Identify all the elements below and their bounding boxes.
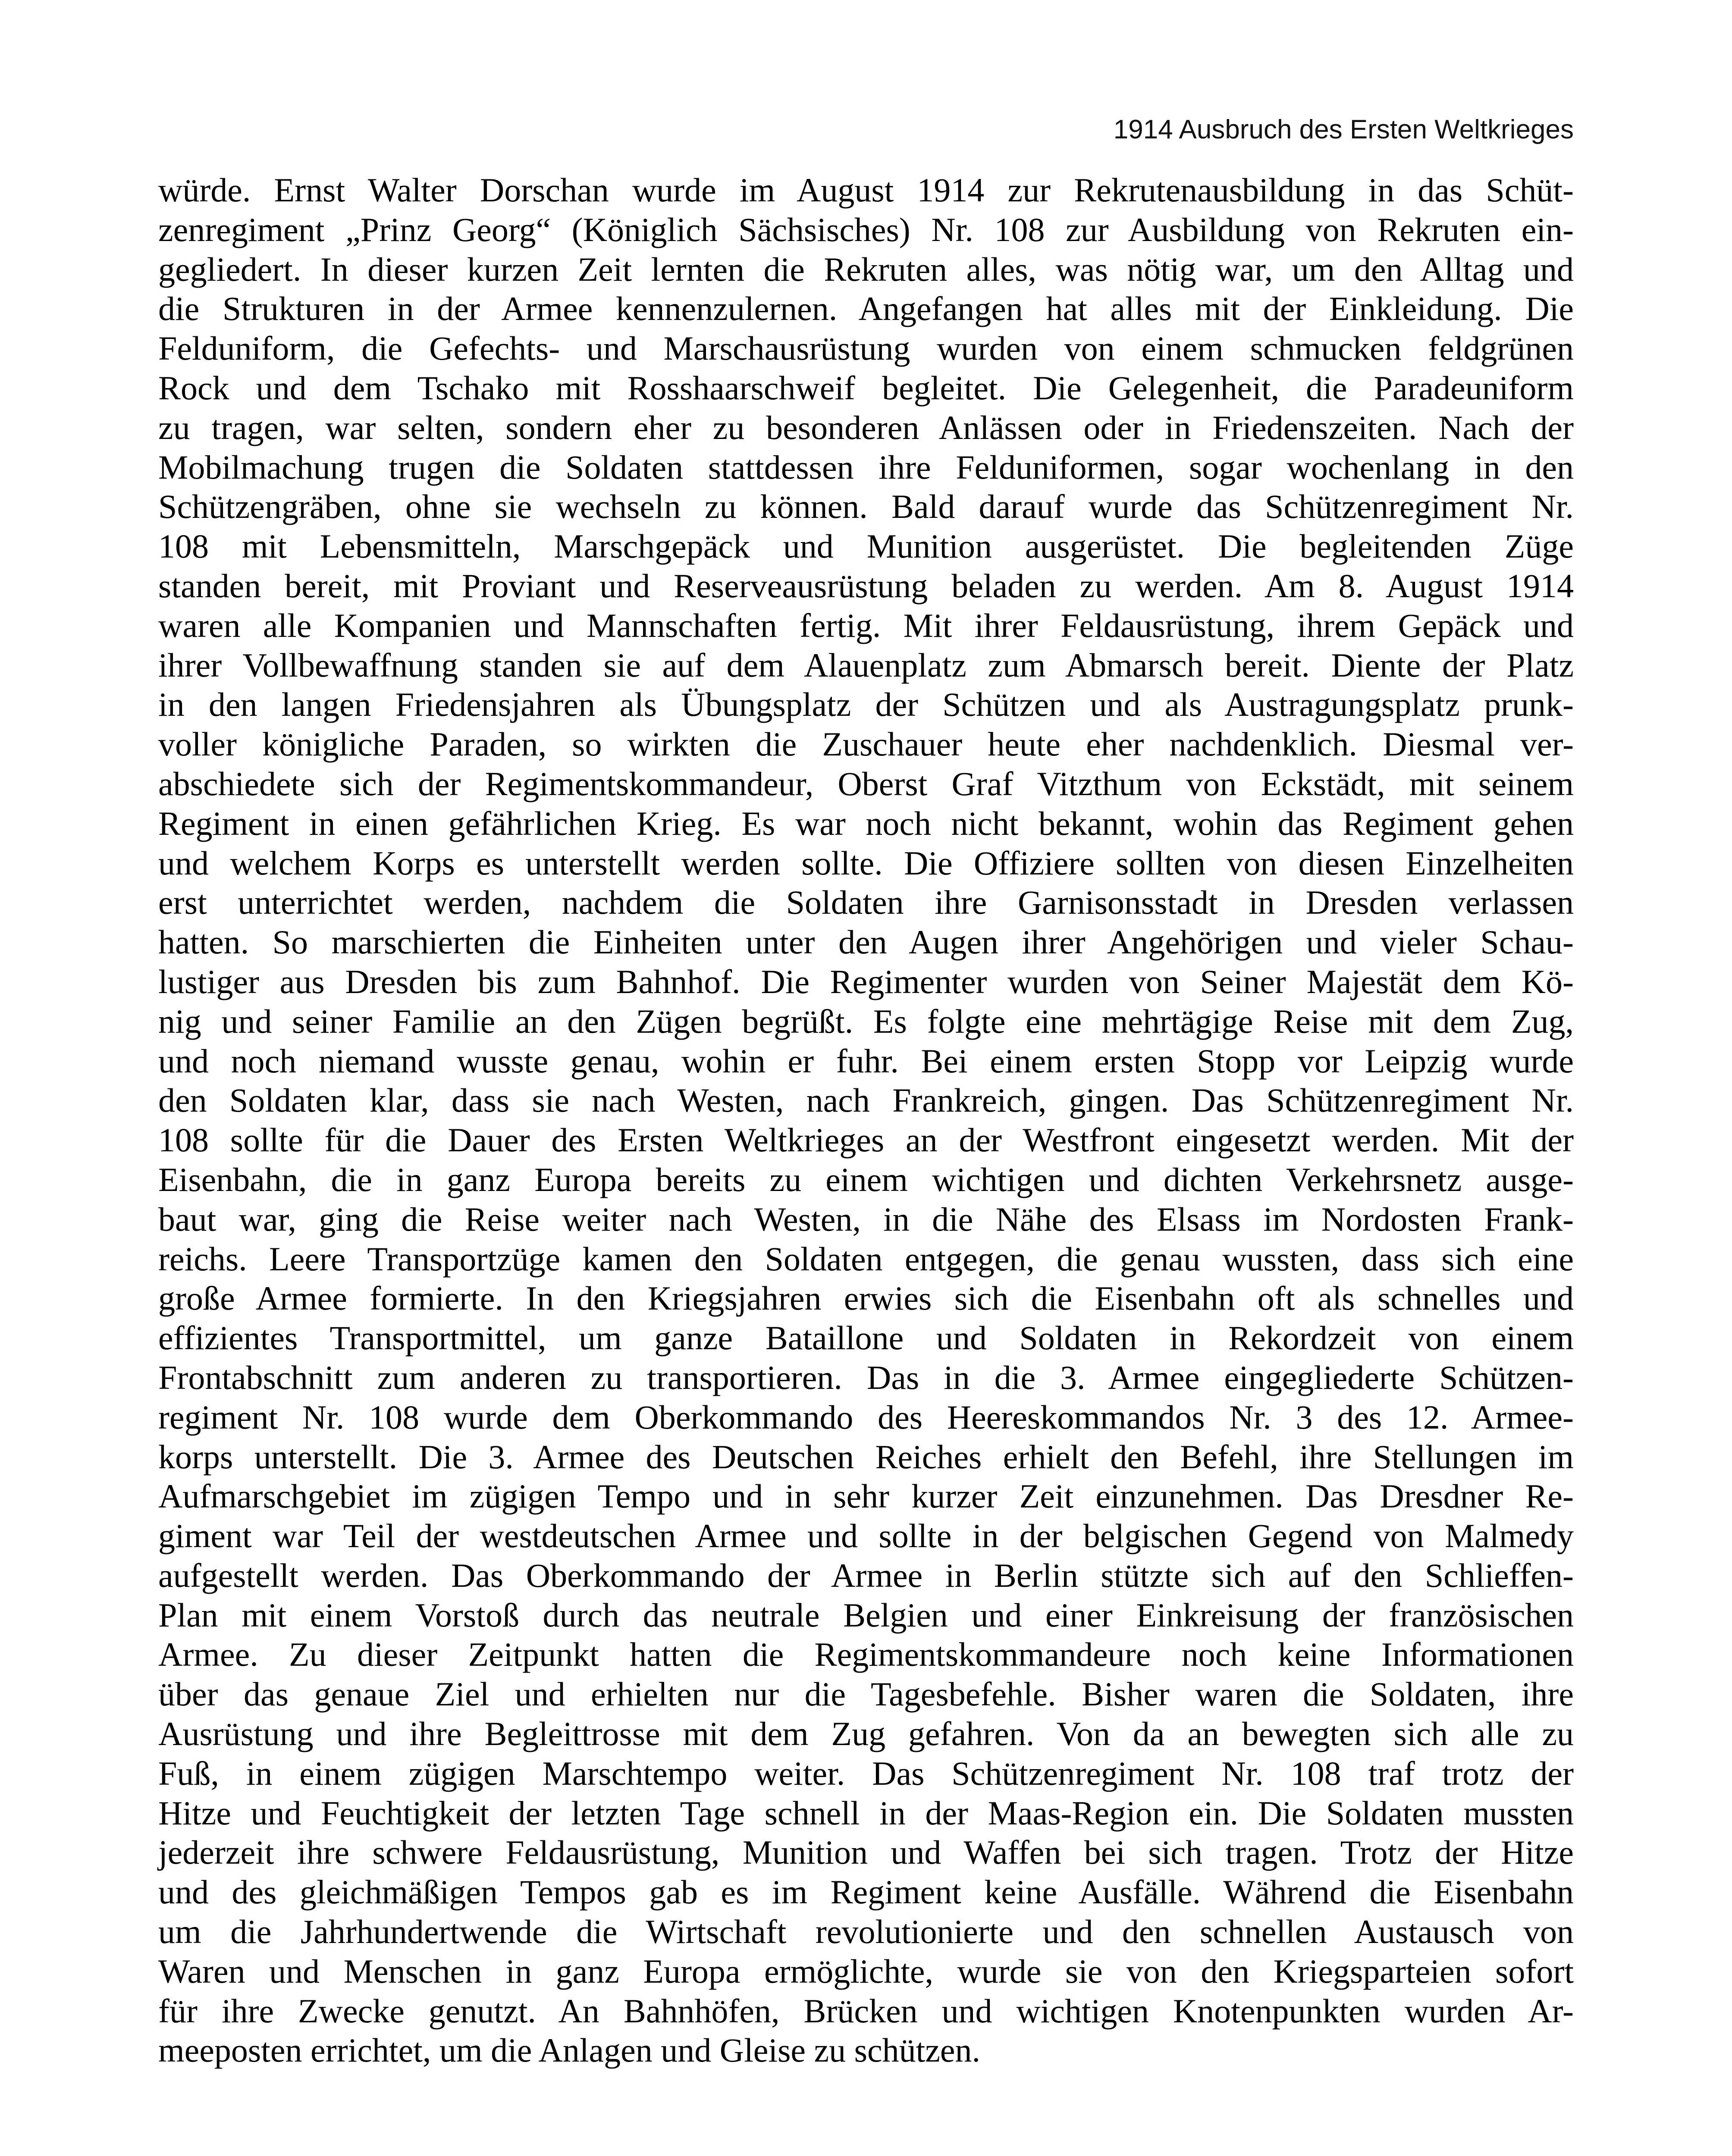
text-line: baut war, ging die Reise weiter nach Westen, in die Nähe des Elsass im Nordosten Frank- [158,1200,1574,1238]
text-line: ihrer Vollbewaffnung standen sie auf dem Alauenplatz zum Abmarsch bereit. Diente der Platz [158,646,1574,684]
text-line: die Strukturen in der Armee kennenzulernen. Angefangen hat alles mit der Einkleidung. Die [158,290,1574,328]
text-line: über das genaue Ziel und erhielten nur die Tagesbefehle. Bisher waren die Soldaten, ihre [158,1675,1574,1713]
text-line: Regiment in einen gefährlichen Krieg. Es war noch nicht bekannt, wohin das Regiment gehen [158,804,1574,842]
text-line: und welchem Korps es unterstellt werden sollte. Die Offiziere sollten von diesen Einzelheiten [158,844,1574,882]
text-line: Schützengräben, ohne sie wechseln zu können. Bald darauf wurde das Schützenregiment Nr. [158,488,1574,526]
text-line: korps unterstellt. Die 3. Armee des Deutschen Reiches erhielt den Befehl, ihre Stellungen im [158,1438,1574,1476]
text-line: für ihre Zwecke genutzt. An Bahnhöfen, Brücken und wichtigen Knotenpunkten wurden Ar- [158,1992,1574,2030]
text-line: Ausrüstung und ihre Begleittrosse mit dem Zug gefahren. Von da an bewegten sich alle zu [158,1715,1574,1753]
text-line: den Soldaten klar, dass sie nach Westen, nach Frankreich, gingen. Das Schützenregiment Nr. [158,1081,1574,1119]
text-line: nig und seiner Familie an den Zügen begrüßt. Es folgte eine mehrtägige Reise mit dem Zug, [158,1002,1574,1040]
text-line: Waren und Menschen in ganz Europa ermöglichte, wurde sie von den Kriegsparteien sofort [158,1952,1574,1990]
text-line: waren alle Kompanien und Mannschaften fertig. Mit ihrer Feldausrüstung, ihrem Gepäck und [158,606,1574,644]
text-line: Plan mit einem Vorstoß durch das neutrale Belgien und einer Einkreisung der französischen [158,1596,1574,1634]
text-line: standen bereit, mit Proviant und Reserveausrüstung beladen zu werden. Am 8. August 1914 [158,567,1574,605]
text-line: erst unterrichtet werden, nachdem die Soldaten ihre Garnisonsstadt in Dresden verlassen [158,884,1574,921]
text-line: würde. Ernst Walter Dorschan wurde im August 1914 zur Rekrutenausbildung in das Schüt- [158,171,1574,209]
text-line: abschiedete sich der Regimentskommandeur, Oberst Graf Vitzthum von Eckstädt, mit seinem [158,765,1574,802]
text-line: hatten. So marschierten die Einheiten unter den Augen ihrer Angehörigen und vieler Schau- [158,923,1574,961]
text-line: zu tragen, war selten, sondern eher zu besonderen Anlässen oder in Friedenszeiten. Nach der [158,408,1574,446]
text-line: in den langen Friedensjahren als Übungsplatz der Schützen und als Austragungsplatz prunk- [158,686,1574,724]
text-line: Frontabschnitt zum anderen zu transportieren. Das in die 3. Armee eingegliederte Schützen- [158,1358,1574,1396]
text-line: regiment Nr. 108 wurde dem Oberkommando des Heereskommandos Nr. 3 des 12. Armee- [158,1398,1574,1436]
text-line: große Armee formierte. In den Kriegsjahren erwies sich die Eisenbahn oft als schnelles und [158,1279,1574,1317]
text-line: und des gleichmäßigen Tempos gab es im Regiment keine Ausfälle. Während die Eisenbahn [158,1873,1574,1911]
text-line: effizientes Transportmittel, um ganze Bataillone und Soldaten in Rekordzeit von einem [158,1319,1574,1357]
text-line: lustiger aus Dresden bis zum Bahnhof. Die Regimenter wurden von Seiner Majestät dem Kö- [158,962,1574,1000]
text-line: aufgestellt werden. Das Oberkommando der Armee in Berlin stützte sich auf den Schlieffen- [158,1556,1574,1594]
text-line: 108 mit Lebensmitteln, Marschgepäck und Munition ausgerüstet. Die begleitenden Züge [158,527,1574,565]
text-line: jederzeit ihre schwere Feldausrüstung, Munition und Waffen bei sich tragen. Trotz der Hitze [158,1833,1574,1871]
text-line: Rock und dem Tschako mit Rosshaarschweif begleitet. Die Gelegenheit, die Paradeuniform [158,369,1574,407]
text-line: 108 sollte für die Dauer des Ersten Weltkrieges an der Westfront eingesetzt werden. Mit der [158,1121,1574,1159]
text-line: meeposten errichtet, um die Anlagen und Gleise zu schützen. [158,2031,981,2069]
text-line: giment war Teil der westdeutschen Armee und sollte in der belgischen Gegend von Malmedy [158,1517,1574,1555]
text-line: zenregiment „Prinz Georg“ (Königlich Sächsisches) Nr. 108 zur Ausbildung von Rekruten ein- [158,210,1574,248]
text-line: um die Jahrhundertwende die Wirtschaft revolutionierte und den schnellen Austausch von [158,1913,1574,1951]
text-line: und noch niemand wusste genau, wohin er fuhr. Bei einem ersten Stopp vor Leipzig wurde [158,1042,1574,1080]
text-line: Armee. Zu dieser Zeitpunkt hatten die Regimentskommandeure noch keine Informationen [158,1636,1574,1673]
text-line: gegliedert. In dieser kurzen Zeit lernten die Rekruten alles, was nötig war, um den Alltag und [158,250,1574,288]
text-line: Felduniform, die Gefechts- und Marschausrüstung wurden von einem schmucken feldgrünen [158,329,1574,367]
text-line: Eisenbahn, die in ganz Europa bereits zu einem wichtigen und dichten Verkehrsnetz ausge- [158,1160,1574,1198]
text-line: Aufmarschgebiet im zügigen Tempo und in sehr kurzer Zeit einzunehmen. Das Dresdner Re- [158,1477,1574,1515]
body-paragraph [158,170,1574,2070]
text-line: reichs. Leere Transportzüge kamen den Soldaten entgegen, die genau wussten, dass sich eine [158,1240,1574,1278]
text-line: voller königliche Paraden, so wirkten die Zuschauer heute eher nachdenklich. Diesmal ver- [158,725,1574,763]
running-header: 1914 Ausbruch des Ersten Weltkrieges [1113,115,1574,144]
text-line: Fuß, in einem zügigen Marschtempo weiter. Das Schützenregiment Nr. 108 traf trotz der [158,1754,1574,1792]
text-line: Hitze und Feuchtigkeit der letzten Tage schnell in der Maas-Region ein. Die Soldaten mussten [158,1794,1574,1832]
text-line: Mobilmachung trugen die Soldaten stattdessen ihre Felduniformen, sogar wochenlang in den [158,448,1574,486]
